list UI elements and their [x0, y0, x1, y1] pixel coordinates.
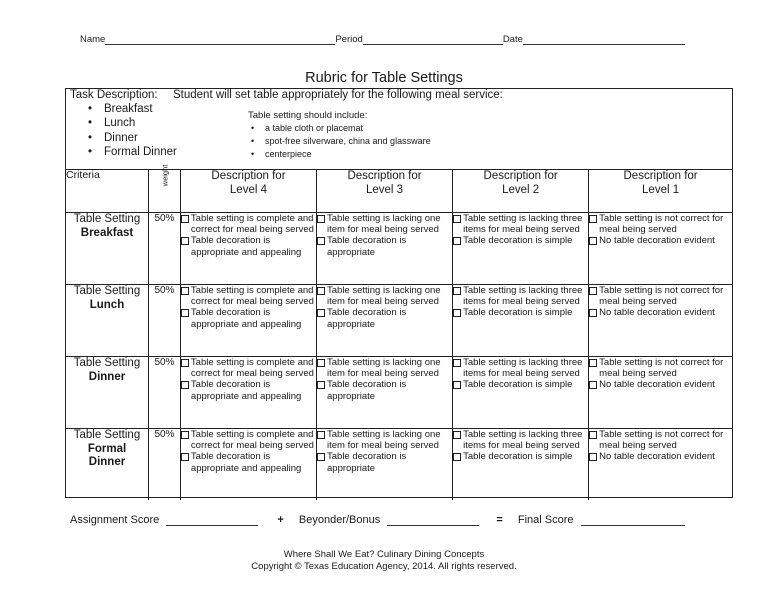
criteria-meal: Breakfast — [80, 226, 134, 239]
date-field[interactable] — [523, 34, 685, 45]
checkbox[interactable] — [181, 431, 189, 439]
checklist-item — [317, 235, 452, 257]
plus-sign: + — [277, 514, 284, 526]
checklist-item — [181, 357, 316, 379]
checkbox[interactable] — [589, 237, 597, 245]
checklist-item — [181, 307, 316, 329]
criteria-meal: Dinner — [88, 370, 126, 383]
item-text: Table decoration is appropriate — [327, 235, 407, 258]
item-text: No table decoration evident — [599, 379, 715, 391]
item-text: Table setting is lacking one item for meal being served — [327, 285, 441, 308]
checklist-item — [317, 451, 452, 473]
checklist-item — [181, 451, 316, 473]
level-header-line: Level 1 — [642, 184, 680, 196]
footer — [0, 549, 768, 572]
checklist-item — [453, 235, 588, 246]
item-text: Table setting is not correct for meal being served — [599, 429, 724, 452]
checkbox[interactable] — [589, 453, 597, 461]
item-text: Table setting is lacking one item for meal being served — [327, 429, 441, 452]
period-field[interactable] — [363, 34, 503, 45]
checkbox[interactable] — [453, 359, 461, 367]
date-label: Date — [502, 34, 523, 45]
item-text: Table setting is complete and correct for meal being served — [190, 285, 314, 308]
footer-course: Where Shall We Eat? Culinary Dining Concepts — [283, 549, 485, 560]
period-label: Period — [335, 34, 363, 45]
checkbox[interactable] — [317, 359, 325, 367]
checkbox[interactable] — [589, 359, 597, 367]
list-item: • a table cloth or placemat — [251, 122, 431, 135]
level-header-line: Description for — [483, 170, 558, 182]
student-info-line — [80, 34, 685, 45]
list-item: • Lunch — [86, 116, 177, 130]
level-2-header — [453, 169, 589, 213]
header-row — [66, 169, 732, 213]
checkbox[interactable] — [589, 287, 597, 295]
item-text: Table setting is not correct for meal being served — [599, 357, 724, 380]
item-text: Table setting is lacking three items for meal being served — [463, 357, 583, 380]
criteria-header: Criteria — [66, 169, 148, 213]
checklist-item — [317, 213, 452, 235]
criteria-cell — [66, 357, 148, 429]
level-2-cell — [453, 429, 589, 501]
criteria-meal: Formal Dinner — [87, 442, 127, 468]
checklist-item — [589, 379, 732, 390]
item-text: Table decoration is simple — [463, 451, 573, 463]
bonus-label: Beyonder/Bonus — [298, 514, 381, 526]
level-3-cell — [317, 213, 453, 285]
level-3-cell — [317, 429, 453, 501]
item-text: Table setting is lacking one item for meal being served — [327, 213, 441, 236]
checklist-item — [453, 429, 588, 451]
checkbox[interactable] — [317, 453, 325, 461]
checkbox[interactable] — [181, 359, 189, 367]
criteria-cell — [66, 213, 148, 285]
page-title: Rubric for Table Settings — [305, 70, 463, 86]
name-label: Name — [80, 34, 106, 45]
level-header-line: Level 2 — [502, 184, 540, 196]
item-text: Table decoration is appropriate — [327, 451, 407, 474]
checkbox[interactable] — [453, 453, 461, 461]
checklist-item — [453, 451, 588, 462]
item-text: Table decoration is appropriate and appealing — [190, 379, 302, 402]
rubric-table — [66, 164, 732, 500]
weight-cell: 50% — [148, 357, 180, 429]
weight-cell: 50% — [148, 213, 180, 285]
table-row — [66, 357, 732, 429]
level-4-cell — [180, 357, 316, 429]
checklist-item — [317, 379, 452, 401]
checkbox[interactable] — [453, 287, 461, 295]
final-score-field[interactable] — [581, 515, 685, 526]
list-item: • Dinner — [86, 131, 177, 145]
checklist-item — [589, 451, 732, 462]
name-field[interactable] — [105, 34, 335, 45]
setting-intro: Table setting should include: — [248, 110, 368, 121]
checklist-item — [589, 307, 732, 318]
checkbox[interactable] — [181, 237, 189, 245]
checklist-item — [453, 213, 588, 235]
level-1-cell — [589, 357, 732, 429]
checkbox[interactable] — [317, 215, 325, 223]
weight-cell: 50% — [148, 429, 180, 501]
item-text: No table decoration evident — [599, 451, 715, 463]
item-text: No table decoration evident — [599, 235, 715, 247]
criteria-cell — [66, 285, 148, 357]
level-2-cell — [453, 357, 589, 429]
criteria-meal: Lunch — [89, 298, 125, 311]
checkbox[interactable] — [317, 431, 325, 439]
checklist-item — [589, 235, 732, 246]
weight-header — [148, 164, 180, 213]
level-header-line: Description for — [347, 170, 422, 182]
level-3-cell — [317, 357, 453, 429]
item-text: Table setting is lacking three items for meal being served — [463, 213, 583, 236]
criteria-label: Table Setting — [73, 429, 141, 441]
checklist-item — [453, 379, 588, 390]
table-row — [66, 285, 732, 357]
item-text: Table decoration is appropriate — [327, 379, 407, 402]
level-header-line: Level 4 — [229, 184, 267, 196]
checklist-item — [317, 357, 452, 379]
table-row — [66, 429, 732, 501]
item-text: No table decoration evident — [599, 307, 715, 319]
checklist-item — [317, 285, 452, 307]
level-header-line: Description for — [211, 170, 286, 182]
item-text: Table decoration is appropriate — [327, 307, 407, 330]
level-2-cell — [453, 213, 589, 285]
checklist-item — [453, 357, 588, 379]
assignment-score-label: Assignment Score — [70, 514, 160, 526]
checkbox[interactable] — [589, 309, 597, 317]
item-text: Table decoration is simple — [463, 235, 573, 247]
level-3-cell — [317, 285, 453, 357]
level-1-header — [589, 169, 732, 213]
checkbox[interactable] — [181, 309, 189, 317]
level-4-cell — [180, 213, 316, 285]
checkbox[interactable] — [317, 237, 325, 245]
item-text: Table setting is lacking three items for meal being served — [463, 285, 583, 308]
checkbox[interactable] — [453, 381, 461, 389]
item-text: Table decoration is simple — [463, 379, 573, 391]
rubric-box — [65, 88, 733, 498]
checklist-item — [181, 235, 316, 257]
setting-list — [251, 122, 431, 161]
table-row — [66, 213, 732, 285]
level-1-cell — [589, 429, 732, 501]
score-line — [70, 514, 685, 526]
checkbox[interactable] — [181, 215, 189, 223]
task-label: Task Description: — [70, 89, 158, 101]
list-item: • Formal Dinner — [86, 145, 177, 159]
checklist-item — [181, 429, 316, 451]
checkbox[interactable] — [589, 431, 597, 439]
level-2-cell — [453, 285, 589, 357]
item-text: Table setting is not correct for meal being served — [599, 213, 724, 236]
criteria-label: Table Setting — [73, 213, 141, 225]
checklist-item — [589, 357, 732, 379]
checkbox[interactable] — [181, 287, 189, 295]
level-4-cell — [180, 429, 316, 501]
level-3-header — [317, 169, 453, 213]
checkbox[interactable] — [181, 453, 189, 461]
weight-header-label: weight — [159, 164, 169, 187]
level-1-cell — [589, 213, 732, 285]
checklist-item — [181, 379, 316, 401]
criteria-label: Table Setting — [73, 357, 141, 369]
item-text: Table decoration is appropriate and appealing — [190, 235, 302, 258]
checkbox[interactable] — [589, 381, 597, 389]
checklist-item — [589, 429, 732, 451]
footer-copyright: Copyright © Texas Education Agency, 2014. All rights reserved. — [251, 560, 517, 572]
item-text: Table decoration is appropriate and appealing — [190, 307, 302, 330]
checkbox[interactable] — [317, 381, 325, 389]
task-description — [66, 89, 732, 170]
final-score-label: Final Score — [517, 514, 574, 526]
checkbox[interactable] — [453, 215, 461, 223]
checkbox[interactable] — [181, 381, 189, 389]
checkbox[interactable] — [317, 287, 325, 295]
list-item: • Breakfast — [86, 102, 177, 116]
list-item: • centerpiece — [251, 148, 431, 161]
meal-list — [86, 102, 177, 159]
level-4-header — [180, 169, 316, 213]
checklist-item — [453, 307, 588, 318]
item-text: Table setting is complete and correct for meal being served — [190, 429, 314, 452]
level-header-line: Description for — [623, 170, 698, 182]
item-text: Table setting is lacking one item for meal being served — [327, 357, 441, 380]
level-1-cell — [589, 285, 732, 357]
item-text: Table setting is not correct for meal being served — [599, 285, 724, 308]
checkbox[interactable] — [453, 431, 461, 439]
level-4-cell — [180, 285, 316, 357]
equals-sign: = — [496, 514, 503, 526]
checklist-item — [589, 285, 732, 307]
checklist-item — [181, 213, 316, 235]
task-text: Student will set table appropriately for the following meal service: — [173, 89, 503, 101]
weight-cell: 50% — [148, 285, 180, 357]
item-text: Table decoration is simple — [463, 307, 573, 319]
checkbox[interactable] — [453, 237, 461, 245]
checklist-item — [181, 285, 316, 307]
checklist-item — [317, 307, 452, 329]
checklist-item — [589, 213, 732, 235]
assignment-score-field[interactable] — [166, 515, 258, 526]
item-text: Table setting is complete and correct for meal being served — [190, 213, 314, 236]
level-header-line: Level 3 — [365, 184, 404, 196]
item-text: Table decoration is appropriate and appealing — [190, 451, 302, 474]
checkbox[interactable] — [589, 215, 597, 223]
checklist-item — [317, 429, 452, 451]
list-item: • spot-free silverware, china and glassware — [251, 135, 431, 148]
checkbox[interactable] — [317, 309, 325, 317]
criteria-label: Table Setting — [73, 285, 141, 297]
criteria-cell — [66, 429, 148, 501]
checkbox[interactable] — [453, 309, 461, 317]
item-text: Table setting is lacking three items for meal being served — [463, 429, 583, 452]
bonus-field[interactable] — [387, 515, 479, 526]
checklist-item — [453, 285, 588, 307]
item-text: Table setting is complete and correct for meal being served — [190, 357, 314, 380]
